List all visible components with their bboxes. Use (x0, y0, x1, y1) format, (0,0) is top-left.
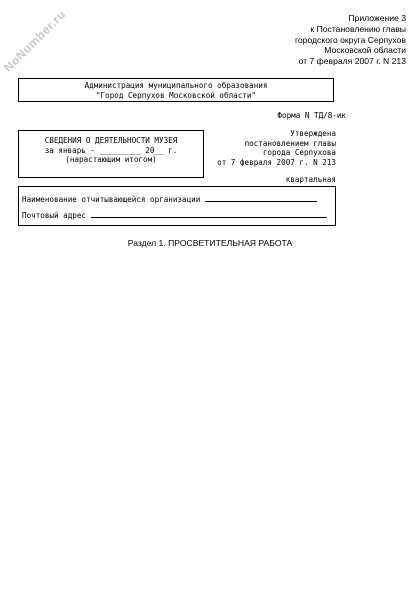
museum-report-box (18, 130, 204, 178)
appendix-line: городского округа Серпухов (294, 34, 406, 45)
report-frequency: квартальная (285, 175, 336, 184)
postal-address-row (22, 210, 327, 221)
approved-line: города Серпухова (262, 148, 336, 157)
organization-name-row (22, 194, 317, 205)
cumulative-note: (нарастающим итогом) (65, 155, 157, 164)
organization-box (18, 186, 336, 226)
approved-line: постановлением главы (244, 138, 336, 148)
appendix-line: от 7 февраля 2007 г. N 213 (298, 56, 406, 67)
appendix-line: Приложение 3 (348, 13, 406, 23)
section-title: Раздел 1. ПРОСВЕТИТЕЛЬНАЯ РАБОТА (127, 238, 293, 248)
approved-line: от 7 февраля 2007 г. N 213 (217, 157, 336, 167)
organization-name-field[interactable] (205, 194, 317, 202)
postal-address-field[interactable] (91, 210, 327, 218)
approved-block (200, 129, 336, 167)
report-period-line: за январь - _________ 20__ г. (44, 145, 178, 155)
postal-address-label: Почтовый адрес (22, 211, 87, 220)
approved-line: Утверждена (290, 129, 336, 138)
appendix-line: к Постановлению главы (310, 23, 406, 34)
organization-name-label: Наименование отчитывающейся организации (22, 195, 201, 204)
appendix-line: Московской области (324, 45, 406, 56)
watermark: NoNumber.ru (0, 7, 69, 75)
administration-box (18, 78, 334, 102)
form-number: Форма N ТД/8-ик (277, 111, 346, 120)
museum-title: СВЕДЕНИЯ О ДЕЯТЕЛЬНОСТИ МУЗЕЯ (44, 136, 178, 145)
administration-line: Администрация муниципального образования (84, 81, 268, 90)
administration-line: "Город Серпухов Московской области" (95, 90, 256, 100)
appendix-header (206, 13, 406, 67)
